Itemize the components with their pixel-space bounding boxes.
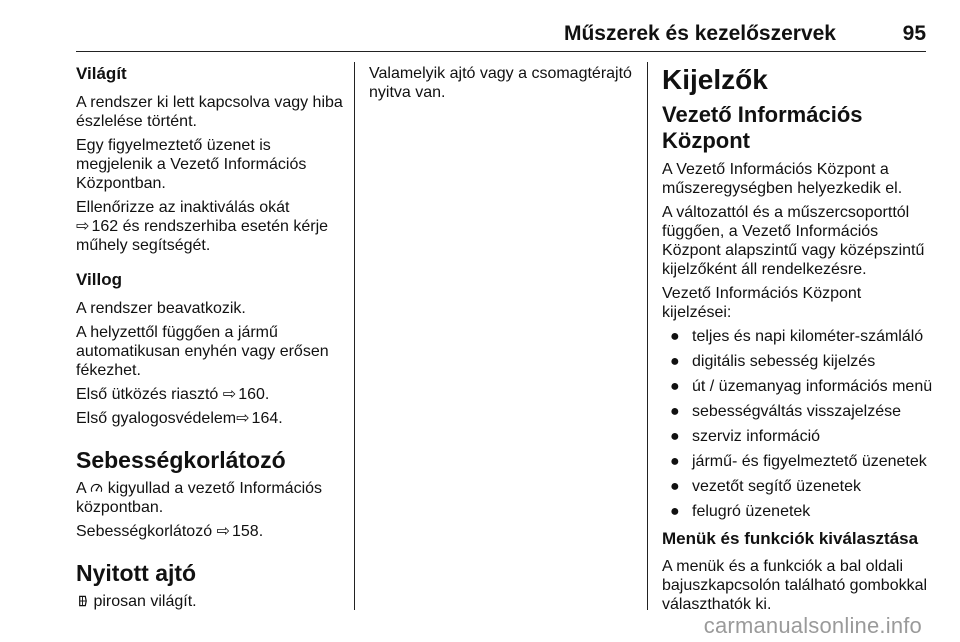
- paragraph: [76, 385, 344, 404]
- paragraph: [76, 198, 344, 255]
- page-reference-arrow-icon: ⇨: [236, 410, 250, 427]
- heading-vilagit: Világít: [76, 64, 127, 83]
- list-item-text: teljes és napi kilométer-számláló: [692, 328, 924, 345]
- display-features-list: [662, 327, 934, 521]
- page-header-title: Műszerek és kezelőszervek: [563, 22, 836, 45]
- text: pirosan világít.: [93, 593, 197, 610]
- list-item-text: felugró üzenetek: [692, 503, 811, 520]
- paragraph: A Vezető Információs Központ a műszeregységben helyezkedik el.: [662, 161, 903, 197]
- column-divider: [354, 62, 355, 610]
- list-item-text: sebességváltás visszajelzése: [692, 403, 901, 420]
- paragraph: [76, 592, 344, 611]
- paragraph: [76, 522, 344, 541]
- watermark: carmanualsonline.info: [703, 613, 922, 638]
- column-divider: [647, 62, 648, 610]
- bullet: ●: [670, 353, 680, 370]
- paragraph: A változattól és a műszercsoporttól függően, a Vezető Információs Központ alapszintű vagy középszintű kijelzőként áll rendelkezésre.: [662, 204, 925, 278]
- bullet: ●: [670, 478, 680, 495]
- header-rule: [76, 51, 926, 52]
- list-item: [662, 477, 934, 496]
- heading-sebessegkorlatozo: Sebességkorlátozó: [76, 447, 286, 473]
- text: Ellenőrizze az inaktiválás okát: [76, 199, 290, 216]
- list-item: [662, 502, 934, 521]
- text: 162 és rendszerhiba esetén kérje műhely segítségét.: [76, 218, 329, 254]
- text: 160.: [238, 386, 270, 403]
- text: A: [76, 480, 86, 497]
- paragraph: Vezető Információs Központ kijelzései:: [662, 285, 862, 321]
- heading-nyitott-ajto: Nyitott ajtó: [76, 560, 197, 586]
- text: Első gyalogosvédelem: [76, 410, 237, 427]
- heading-menuk-es-funkciok: Menük és funkciók kiválasztása: [662, 529, 919, 548]
- paragraph: Valamelyik ajtó vagy a csomagtérajtó nyitva van.: [369, 65, 632, 101]
- bullet: ●: [670, 428, 680, 445]
- text: Első ütközés riasztó: [76, 386, 219, 403]
- door-open-icon: [76, 594, 89, 608]
- paragraph: [76, 409, 344, 428]
- heading-vezeto-informacios-kozpont: Vezető Információs Központ: [662, 102, 863, 153]
- list-item-text: út / üzemanyag információs menü: [692, 378, 933, 395]
- list-item-text: jármű- és figyelmeztető üzenetek: [692, 453, 927, 470]
- text: 158.: [232, 523, 264, 540]
- column-left: [76, 64, 344, 616]
- list-item-text: vezetőt segítő üzenetek: [692, 478, 861, 495]
- list-item: [662, 352, 934, 371]
- paragraph: A helyzettől függően a jármű automatikusan enyhén vagy erősen fékezhet.: [76, 324, 329, 379]
- text: Sebességkorlátozó: [76, 523, 213, 540]
- page-reference-arrow-icon: ⇨: [216, 523, 230, 540]
- bullet: ●: [670, 453, 680, 470]
- list-item-text: szerviz információ: [692, 428, 821, 445]
- text: kigyullad a vezető Információs központban.: [76, 480, 323, 516]
- list-item-text: digitális sebesség kijelzés: [692, 353, 876, 370]
- heading-kijelzok: Kijelzők: [662, 64, 768, 95]
- paragraph: A rendszer beavatkozik.: [76, 300, 246, 317]
- page-header: [76, 22, 926, 48]
- bullet: ●: [670, 403, 680, 420]
- bullet: ●: [670, 503, 680, 520]
- list-item: [662, 402, 934, 421]
- list-item: [662, 427, 934, 446]
- bullet: ●: [670, 378, 680, 395]
- list-item: [662, 377, 934, 396]
- bullet: ●: [670, 328, 680, 345]
- paragraph: [76, 479, 344, 517]
- list-item: [662, 452, 934, 471]
- list-item: [662, 327, 934, 346]
- page-reference-arrow-icon: ⇨: [222, 386, 237, 403]
- speed-limiter-icon: [90, 481, 103, 495]
- paragraph: A rendszer ki lett kapcsolva vagy hiba észlelése történt.: [76, 94, 343, 130]
- text: 164.: [251, 410, 283, 427]
- column-middle: [369, 64, 641, 107]
- paragraph: A menük és a funkciók a bal oldali bajuszkapcsolón található gombokkal választhatók ki.: [662, 558, 928, 613]
- heading-villog: Villog: [76, 270, 122, 289]
- page-reference-arrow-icon: ⇨: [76, 218, 90, 235]
- column-right: [662, 64, 934, 619]
- paragraph: Egy figyelmeztető üzenet is megjelenik a Vezető Információs Központban.: [76, 137, 307, 192]
- page-number: 95: [902, 22, 926, 45]
